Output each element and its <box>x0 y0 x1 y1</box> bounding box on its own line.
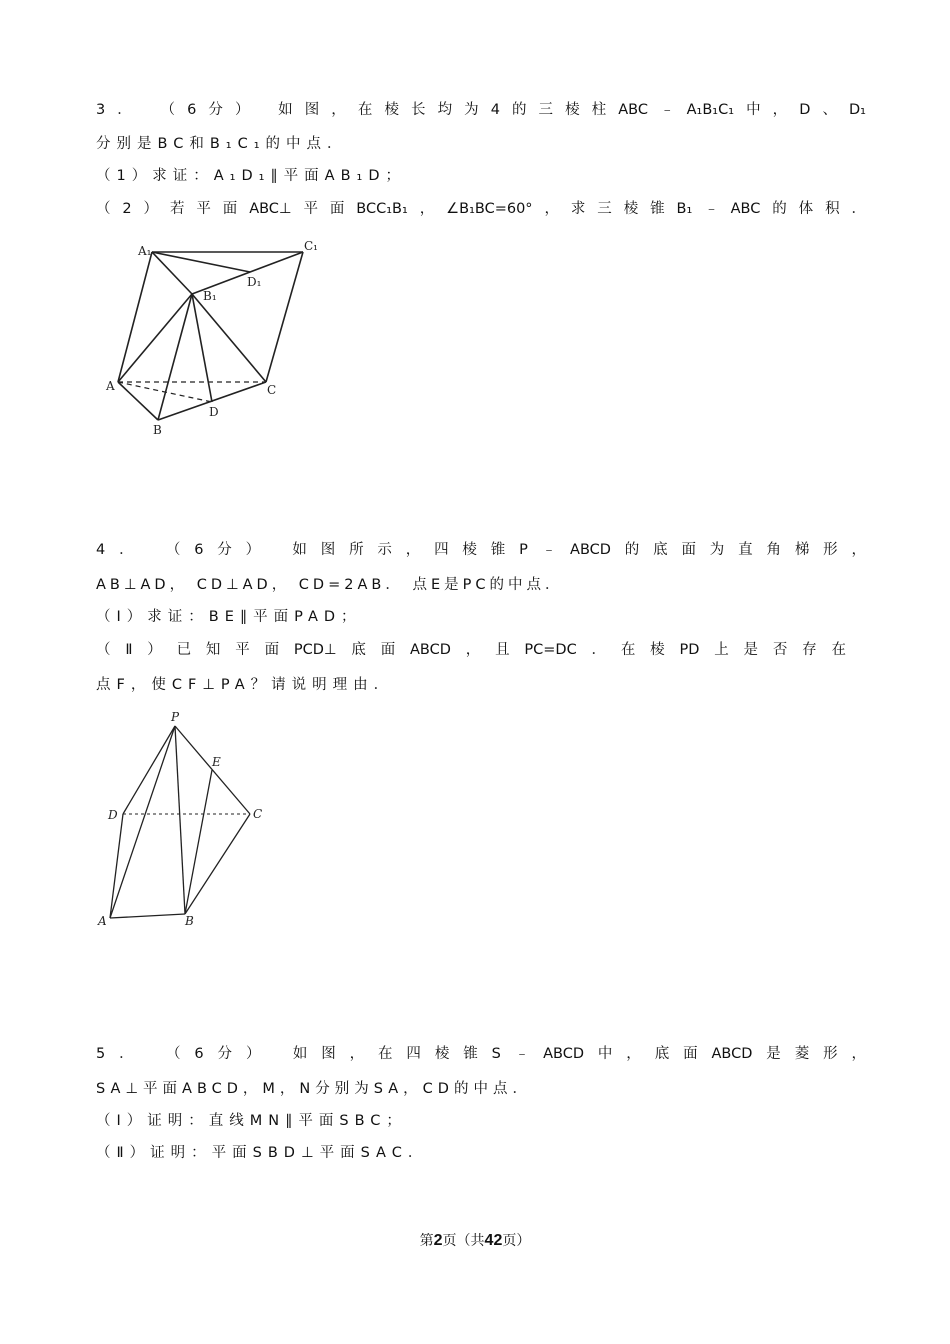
label-B1: B₁ <box>203 289 217 303</box>
problem-3-line-2: 分别是BC和B₁C₁的中点． <box>96 136 348 152</box>
problem-4-line-1: 4． （6分） 如图所示，四棱锥P﹣ABCD的底面为直角梯形， <box>96 542 866 558</box>
problem-5-line-2: SA⊥平面ABCD，M，N分别为SA，CD的中点． <box>96 1081 532 1097</box>
problem-3-part-1: （1）求证：A₁D₁∥平面AB₁D； <box>96 168 407 184</box>
pyramid-figure <box>95 706 275 931</box>
problem-5-part-2: （Ⅱ）证明：平面SBD⊥平面SAC． <box>96 1145 429 1161</box>
footer-prefix: 第 <box>419 1233 434 1249</box>
problem-4-line-2: AB⊥AD， CD⊥AD， CD=2AB． 点E是PC的中点． <box>96 577 564 593</box>
label-C4: C <box>253 807 263 821</box>
label-C: C <box>267 383 277 397</box>
problem-3-part-2: （2）若平面ABC⊥平面BCC₁B₁，∠B₁BC=60°，求三棱锥B₁﹣ABC的体积． <box>96 201 866 217</box>
label-P: P <box>171 710 180 724</box>
problem-4-part-2-cont: 点F，使CF⊥PA？请说明理由． <box>96 677 395 693</box>
page-footer <box>0 1230 950 1250</box>
problem-5-line-1: 5． （6分） 如图，在四棱锥S﹣ABCD中，底面ABCD是菱形， <box>96 1046 866 1062</box>
label-A1: A₁ <box>138 244 152 258</box>
label-E: E <box>212 755 221 769</box>
label-D4: D <box>108 808 118 822</box>
problem-5-part-1: （Ⅰ）证明：直线MN∥平面SBC； <box>96 1113 407 1129</box>
prism-figure <box>100 232 330 442</box>
problem-4-part-2: （Ⅱ）已知平面PCD⊥底面ABCD，且PC=DC．在棱PD上是否存在 <box>96 642 846 658</box>
problem-4-part-1: （Ⅰ）求证：BE∥平面PAD； <box>96 609 362 625</box>
label-C1: C₁ <box>304 239 318 253</box>
label-D1: D₁ <box>247 275 262 289</box>
footer-suffix: 页） <box>502 1233 531 1249</box>
page-number: 2 <box>433 1232 443 1249</box>
label-B4: B <box>185 914 194 928</box>
problem-3-line-1: 3． （6分） 如图，在棱长均为4的三棱柱ABC﹣A₁B₁C₁中，D、D₁ <box>96 102 866 118</box>
footer-middle: 页（共 <box>442 1233 485 1249</box>
label-B: B <box>153 423 162 437</box>
label-A: A <box>106 379 115 393</box>
total-pages: 42 <box>484 1232 503 1249</box>
label-A4: A <box>98 914 107 928</box>
label-D: D <box>209 405 219 419</box>
